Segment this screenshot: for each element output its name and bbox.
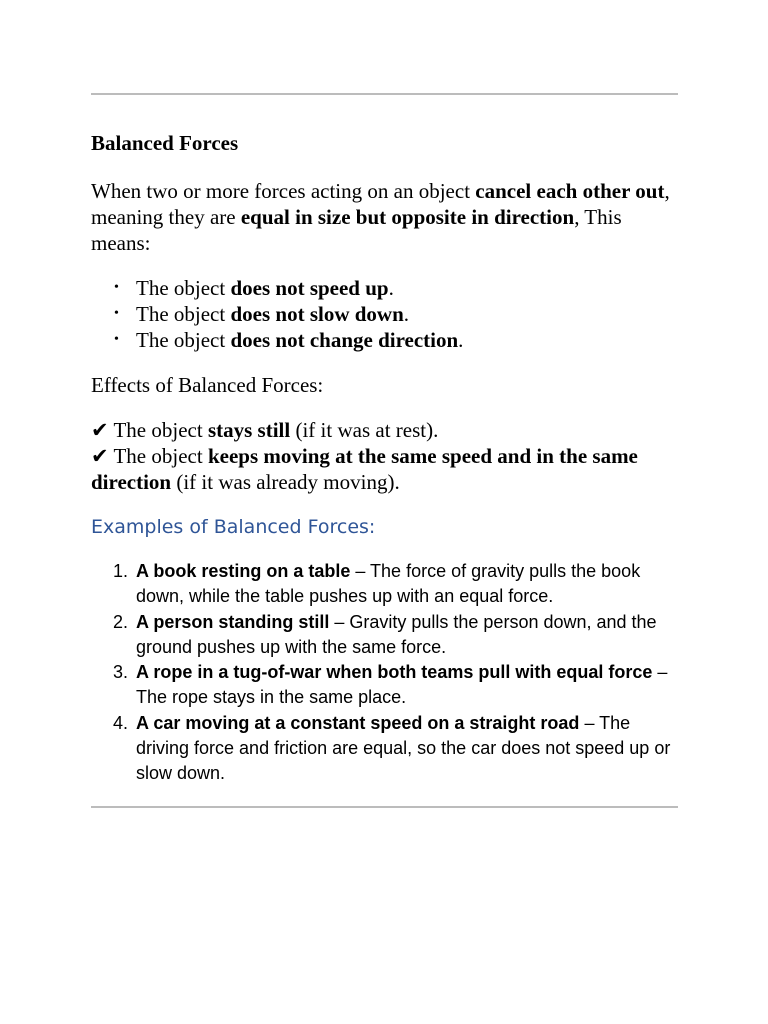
example-bold: A rope in a tug-of-war when both teams pull with equal force (136, 662, 653, 683)
example-number: 2. (113, 611, 129, 632)
effect-text: The object (108, 444, 208, 468)
example-item (113, 660, 678, 711)
intro-text-2: , meaning they are (91, 179, 670, 229)
example-text: – The rope stays in the same place. (136, 662, 668, 708)
intro-paragraph (91, 178, 678, 256)
effect-bold: keeps moving at the same speed and in the same direction (91, 444, 638, 494)
example-item (113, 711, 678, 787)
top-divider (91, 93, 678, 95)
bullet-text: The object (136, 328, 231, 352)
bullet-item (136, 327, 678, 353)
check-icon: ✔ (91, 418, 109, 442)
examples-heading: Examples of Balanced Forces: (91, 516, 376, 538)
intro-text-1: When two or more forces acting on an object (91, 179, 476, 203)
example-bold: A car moving at a constant speed on a straight road (136, 712, 580, 733)
bullet-item (136, 275, 678, 301)
example-bold: A person standing still (136, 611, 330, 632)
effect-end: (if it was at rest). (290, 418, 439, 442)
example-text: – Gravity pulls the person down, and the ground pushes up with the same force. (136, 611, 657, 657)
examples-list (91, 559, 678, 787)
bullet-item (136, 301, 678, 327)
intro-bold-1: cancel each other out (475, 179, 665, 203)
example-number: 4. (113, 712, 129, 733)
bullet-text: The object (136, 276, 231, 300)
document-page (91, 0, 678, 808)
bullet-text: The object (136, 302, 231, 326)
effect-text: The object (108, 418, 208, 442)
bullet-bold: does not change direction (230, 328, 459, 352)
intro-bold-2: equal in size but opposite in direction (240, 205, 575, 229)
bullet-end: . (403, 302, 410, 326)
example-text: – The force of gravity pulls the book down, while the table pushes up with an equal force. (136, 561, 641, 607)
example-number: 3. (113, 662, 129, 683)
effects-title: Effects of Balanced Forces: (91, 373, 324, 397)
effect-end: (if it was already moving). (171, 470, 400, 494)
bottom-divider (91, 806, 678, 808)
bullet-list (91, 275, 678, 353)
section-heading: Balanced Forces (91, 131, 239, 155)
bullet-end: . (388, 276, 394, 300)
example-text: – The driving force and friction are equal, so the car does not speed up or slow down. (136, 712, 671, 784)
bullet-bold: does not slow down (230, 302, 404, 326)
example-item (113, 610, 678, 661)
effect-bold: stays still (207, 418, 291, 442)
example-number: 1. (113, 561, 129, 581)
example-bold: A book resting on a table (136, 561, 351, 581)
example-item (113, 559, 678, 610)
effects-paragraph (91, 417, 678, 495)
bullet-end: . (458, 328, 464, 352)
bullet-bold: does not speed up (230, 276, 389, 300)
intro-text-3: , This means: (91, 205, 622, 255)
check-icon: ✔ (91, 444, 109, 468)
